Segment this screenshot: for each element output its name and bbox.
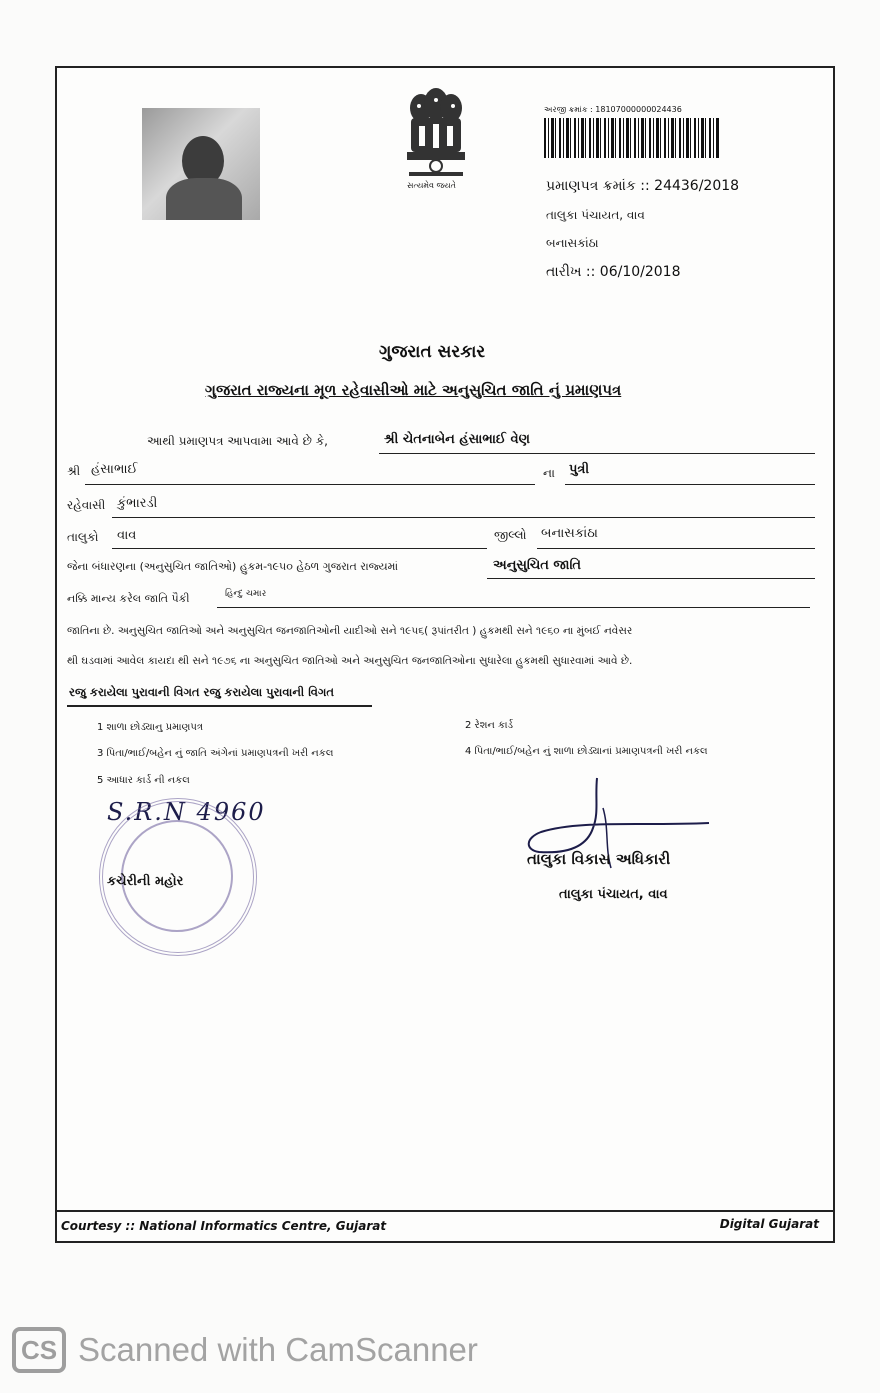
document-item-5: 5 આધાર કાર્ડ ની નકલ xyxy=(97,775,190,786)
certificate-number: પ્રમાણપત્ર ક્રમાંક :: 24436/2018 xyxy=(546,178,740,194)
order-value: અનુસુચિત જાતિ xyxy=(493,558,582,573)
document-item-2: 2 રેશન કાર્ડ xyxy=(465,720,514,731)
signatory-title: તાલુકા વિકાસ અધિકારી xyxy=(527,850,671,868)
issuing-district: બનાસકાંઠા xyxy=(546,236,599,250)
footer-brand: Digital Gujarat xyxy=(719,1217,819,1231)
shri-label: શ્રી xyxy=(67,464,81,478)
intro-label: આથી પ્રમાણપત્ર આપવામા આવે છે કે, xyxy=(147,434,328,448)
issuing-office: તાલુકા પંચાયત, વાવ xyxy=(546,208,645,222)
district-label: જીલ્લો xyxy=(494,528,527,542)
taluka-label: તાલુકો xyxy=(67,530,99,544)
resident-label: રહેવાસી xyxy=(67,498,106,512)
camscanner-watermark: Scanned with CamScanner xyxy=(78,1331,478,1368)
handwritten-serial-number: S.R.N 4960 xyxy=(107,798,266,826)
documents-heading: રજુ કરાયેલા પુરાવાની વિગત રજુ કરાયેલા પુરાવાની વિગત xyxy=(69,685,334,699)
emblem-caption: સત્યમેવ જયતે xyxy=(407,181,456,190)
footer-courtesy: Courtesy :: National Informatics Centre, Gujarat xyxy=(61,1219,387,1233)
document-item-1: 1 શાળા છોડ્યાનુ પ્રમાણપત્ર xyxy=(97,722,203,733)
document-item-3: 3 પિતા/ભાઈ/બહેન નું જાતિ અંગેનાં પ્રમાણપત્રની ખરી નકલ xyxy=(97,748,334,759)
certificate-frame xyxy=(55,66,835,1243)
paragraph-line-1: જાતિના છે. અનુસુચિત જાતિઓ અને અનુસુચિત જનજાતિઓની યાદીઓ સને ૧૯૫૬( રૂપાંતરીત ) હુકમથી સને ૧૯૬૦ ના મુંબઈ નવેસર xyxy=(67,625,633,637)
application-number: અરજી ક્રમાંક : 18107000000024436 xyxy=(544,105,682,114)
govt-title: ગુજરાત સરકાર xyxy=(379,342,486,362)
document-item-4: 4 પિતા/ભાઈ/બહેન નું શાળા છોડ્યાનાં પ્રમાણપત્રની ખરી નકલ xyxy=(465,746,708,757)
stamp-label: કચેરીની મહોર xyxy=(107,874,184,889)
national-emblem-icon xyxy=(399,86,473,196)
applicant-photo xyxy=(142,108,260,220)
certificate-date: તારીખ :: 06/10/2018 xyxy=(546,264,681,280)
caste-label: નક્કિ માન્ય કરેલ જાતિ પૈકી xyxy=(67,592,190,605)
order-label: જેના બંધારણના (અનુસુચિત જાતિઓ) હુકમ-૧૯૫૦ હેઠળ ગુજરાત રાજ્યમાં xyxy=(67,560,399,573)
district-value: બનાસકાંઠા xyxy=(541,526,598,541)
resident-village: કુંભારડી xyxy=(117,496,158,511)
signature-mark xyxy=(519,768,719,898)
na-label: ના xyxy=(543,466,555,480)
caste-value: હિન્દુ ચમાર xyxy=(225,589,267,599)
signatory-office: તાલુકા પંચાયત, વાવ xyxy=(559,887,668,902)
barcode xyxy=(544,118,719,158)
camscanner-logo-icon: CS xyxy=(12,1327,66,1373)
certificate-subtitle: ગુજરાત રાજ્યના મૂળ રહેવાસીઓ માટે અનુસુચિત જાતિ નું પ્રમાણપત્ર xyxy=(205,381,622,399)
taluka-value: વાવ xyxy=(117,528,137,543)
relation-value: પુત્રી xyxy=(569,462,590,477)
applicant-name: શ્રી ચેતનાબેન હંસાભાઈ વેણ xyxy=(384,432,530,447)
paragraph-line-2: થી ઘડવામાં આવેલ કાયદા થી સને ૧૯૭૬ ના અનુસુચિત જાતિઓ અને અનુસુચિત જનજાતિઓના સુધારેલા હુકમથી સુધારવામાં આવે છે. xyxy=(67,655,633,667)
father-name: હંસાભાઈ xyxy=(91,462,138,477)
